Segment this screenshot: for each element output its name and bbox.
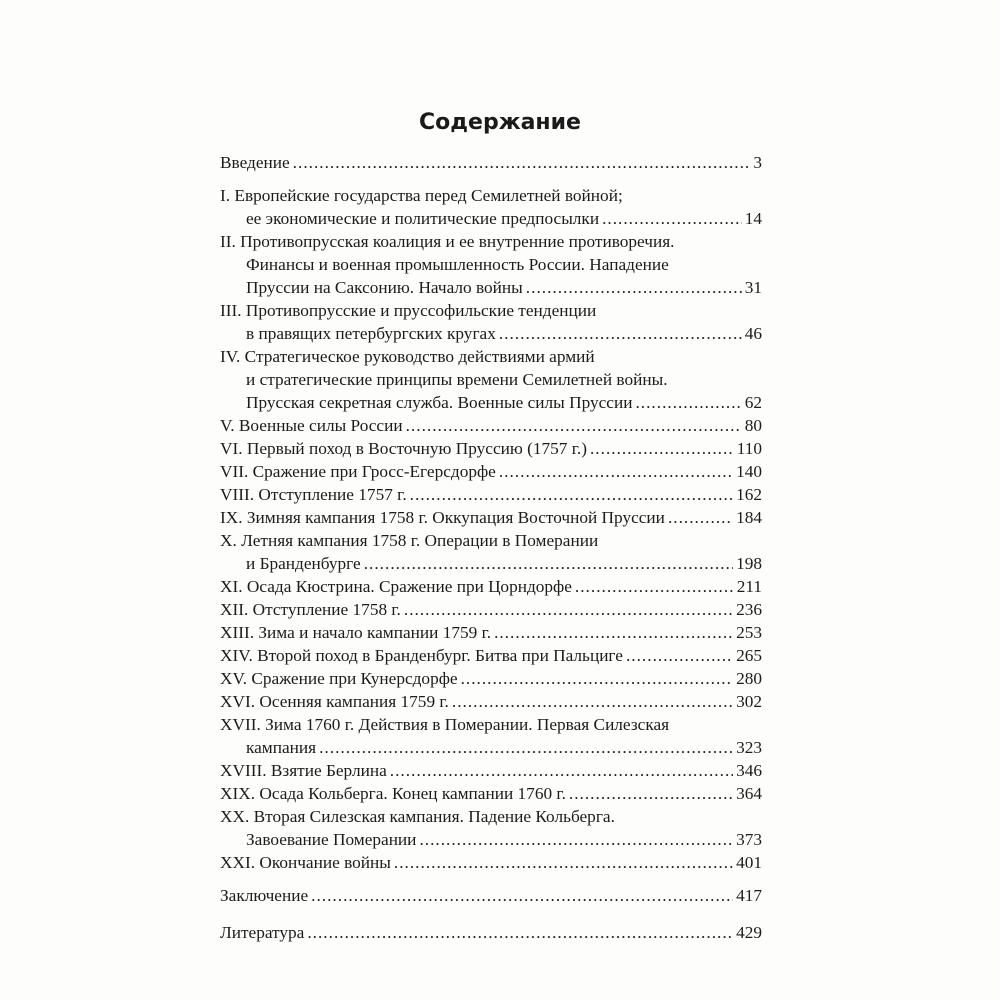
toc-entry-title: XII. Отступление 1758 г. xyxy=(220,600,401,619)
page-title: Содержание xyxy=(419,110,581,135)
toc-page-number: 31 xyxy=(744,278,762,297)
toc-entry-conclusion xyxy=(220,884,762,907)
toc-entry-title: Литература xyxy=(220,923,305,942)
toc-entry-chapter-2 xyxy=(220,230,762,299)
dot-leader xyxy=(406,414,742,437)
toc-entry-title: I. Европейские государства перед Семилетней войной; xyxy=(220,186,623,205)
toc-entry-title: II. Противопрусская коалиция и ее внутренние противоречия. xyxy=(220,232,675,251)
toc-entry-chapter-6 xyxy=(220,437,762,460)
dot-leader xyxy=(419,828,733,851)
toc-entry-introduction xyxy=(220,151,762,174)
toc-entry-title: XXI. Окончание войны xyxy=(220,853,391,872)
toc-entry-title-continued: Завоевание Померании xyxy=(246,830,417,849)
toc-entry-title: XVI. Осенняя кампания 1759 г. xyxy=(220,692,449,711)
toc-entry-title: VIII. Отступление 1757 г. xyxy=(220,485,407,504)
toc-entry-chapter-19 xyxy=(220,782,762,805)
toc-entry-title: Введение xyxy=(220,153,290,172)
toc-page-number: 280 xyxy=(736,669,762,688)
toc-entry-chapter-14 xyxy=(220,644,762,667)
dot-leader xyxy=(499,460,733,483)
toc-page-number: 373 xyxy=(736,830,762,849)
toc-entry-title-continued: и стратегические принципы времени Семилетней войны. xyxy=(246,370,668,389)
toc-entry-title-continued: Пруссии на Саксонию. Начало войны xyxy=(246,278,523,297)
toc-entry-title: XV. Сражение при Кунерсдорфе xyxy=(220,669,458,688)
dot-leader xyxy=(319,736,733,759)
toc-entry-title-continued: кампания xyxy=(246,738,317,757)
toc-entry-title: IX. Зимняя кампания 1758 г. Оккупация Восточной Пруссии xyxy=(220,508,665,527)
toc-entry-chapter-1 xyxy=(220,184,762,230)
dot-leader xyxy=(364,552,733,575)
dot-leader xyxy=(590,437,734,460)
toc-page-number: 110 xyxy=(736,439,762,458)
toc-page-number: 211 xyxy=(736,577,762,596)
toc-entry-chapter-16 xyxy=(220,690,762,713)
toc-entry-title: XI. Осада Кюстрина. Сражение при Цорндорфе xyxy=(220,577,572,596)
dot-leader xyxy=(390,759,733,782)
toc-page-number: 346 xyxy=(736,761,762,780)
toc-entry-chapter-8 xyxy=(220,483,762,506)
dot-leader xyxy=(461,667,734,690)
toc-entry-chapter-17 xyxy=(220,713,762,759)
toc-entry-literature xyxy=(220,921,762,944)
toc-entry-chapter-11 xyxy=(220,575,762,598)
toc-entry-title: XIII. Зима и начало кампании 1759 г. xyxy=(220,623,492,642)
toc-page-number: 184 xyxy=(736,508,762,527)
dot-leader xyxy=(394,851,733,874)
dot-leader xyxy=(452,690,733,713)
dot-leader xyxy=(569,782,733,805)
dot-leader xyxy=(575,575,734,598)
toc-entry-chapter-9 xyxy=(220,506,762,529)
toc-page-number: 3 xyxy=(753,153,762,172)
dot-leader xyxy=(602,207,742,230)
toc-entry-title: XIX. Осада Кольберга. Конец кампании 1760 г. xyxy=(220,784,566,803)
toc-entry-chapter-21 xyxy=(220,851,762,874)
toc-entry-chapter-20 xyxy=(220,805,762,851)
toc-entry-title: XX. Вторая Силезская кампания. Падение Кольберга. xyxy=(220,807,615,826)
dot-leader xyxy=(307,921,733,944)
toc-entry-chapter-10 xyxy=(220,529,762,575)
toc-page-number: 401 xyxy=(736,853,762,872)
toc-page-number: 429 xyxy=(736,923,762,942)
toc-entry-chapter-3 xyxy=(220,299,762,345)
toc-entry-title-continued: ее экономические и политические предпосылки xyxy=(246,209,600,228)
toc-entry-title: VII. Сражение при Гросс-Егерсдорфе xyxy=(220,462,496,481)
toc-entry-title: XVII. Зима 1760 г. Действия в Померании. Первая Силезская xyxy=(220,715,670,734)
toc-page-number: 46 xyxy=(744,324,762,343)
toc-entry-title-continued: и Бранденбурге xyxy=(246,554,361,573)
toc-entry-title-continued: Финансы и военная промышленность России. Нападение xyxy=(246,255,669,274)
toc-entry-title: X. Летняя кампания 1758 г. Операции в Померании xyxy=(220,531,599,550)
dot-leader xyxy=(635,391,741,414)
toc-entry-title: III. Противопрусские и пруссофильские тенденции xyxy=(220,301,597,320)
toc-entry-chapter-13 xyxy=(220,621,762,644)
dot-leader xyxy=(293,151,751,174)
dot-leader xyxy=(668,506,733,529)
dot-leader xyxy=(311,884,733,907)
dot-leader xyxy=(626,644,733,667)
toc-entry-title: XIV. Второй поход в Бранденбург. Битва при Пальциге xyxy=(220,646,623,665)
toc-entry-title-continued: в правящих петербургских кругах xyxy=(246,324,496,343)
toc-page-number: 265 xyxy=(736,646,762,665)
table-of-contents xyxy=(220,151,762,944)
dot-leader xyxy=(404,598,733,621)
dot-leader xyxy=(526,276,742,299)
toc-entry-title: V. Военные силы России xyxy=(220,416,403,435)
toc-entry-title: XVIII. Взятие Берлина xyxy=(220,761,387,780)
toc-page-number: 62 xyxy=(744,393,762,412)
toc-page-number: 253 xyxy=(736,623,762,642)
toc-entry-title-continued: Прусская секретная служба. Военные силы Пруссии xyxy=(246,393,633,412)
dot-leader xyxy=(499,322,742,345)
toc-page-number: 140 xyxy=(736,462,762,481)
toc-page-number: 236 xyxy=(736,600,762,619)
toc-page-number: 198 xyxy=(736,554,762,573)
toc-entry-title: VI. Первый поход в Восточную Пруссию (1757 г.) xyxy=(220,439,587,458)
toc-entry-chapter-7 xyxy=(220,460,762,483)
toc-page-number: 80 xyxy=(744,416,762,435)
toc-page-number: 162 xyxy=(736,485,762,504)
toc-entry-chapter-15 xyxy=(220,667,762,690)
toc-entry-chapter-4 xyxy=(220,345,762,414)
dot-leader xyxy=(494,621,733,644)
toc-entry-chapter-18 xyxy=(220,759,762,782)
toc-page-number: 323 xyxy=(736,738,762,757)
toc-entry-chapter-12 xyxy=(220,598,762,621)
toc-page-number: 364 xyxy=(736,784,762,803)
dot-leader xyxy=(410,483,733,506)
toc-entry-title: IV. Стратегическое руководство действиями армий xyxy=(220,347,595,366)
toc-entry-title: Заключение xyxy=(220,886,309,905)
toc-entry-chapter-5 xyxy=(220,414,762,437)
toc-page-number: 417 xyxy=(736,886,762,905)
toc-page-number: 14 xyxy=(744,209,762,228)
toc-page-number: 302 xyxy=(736,692,762,711)
